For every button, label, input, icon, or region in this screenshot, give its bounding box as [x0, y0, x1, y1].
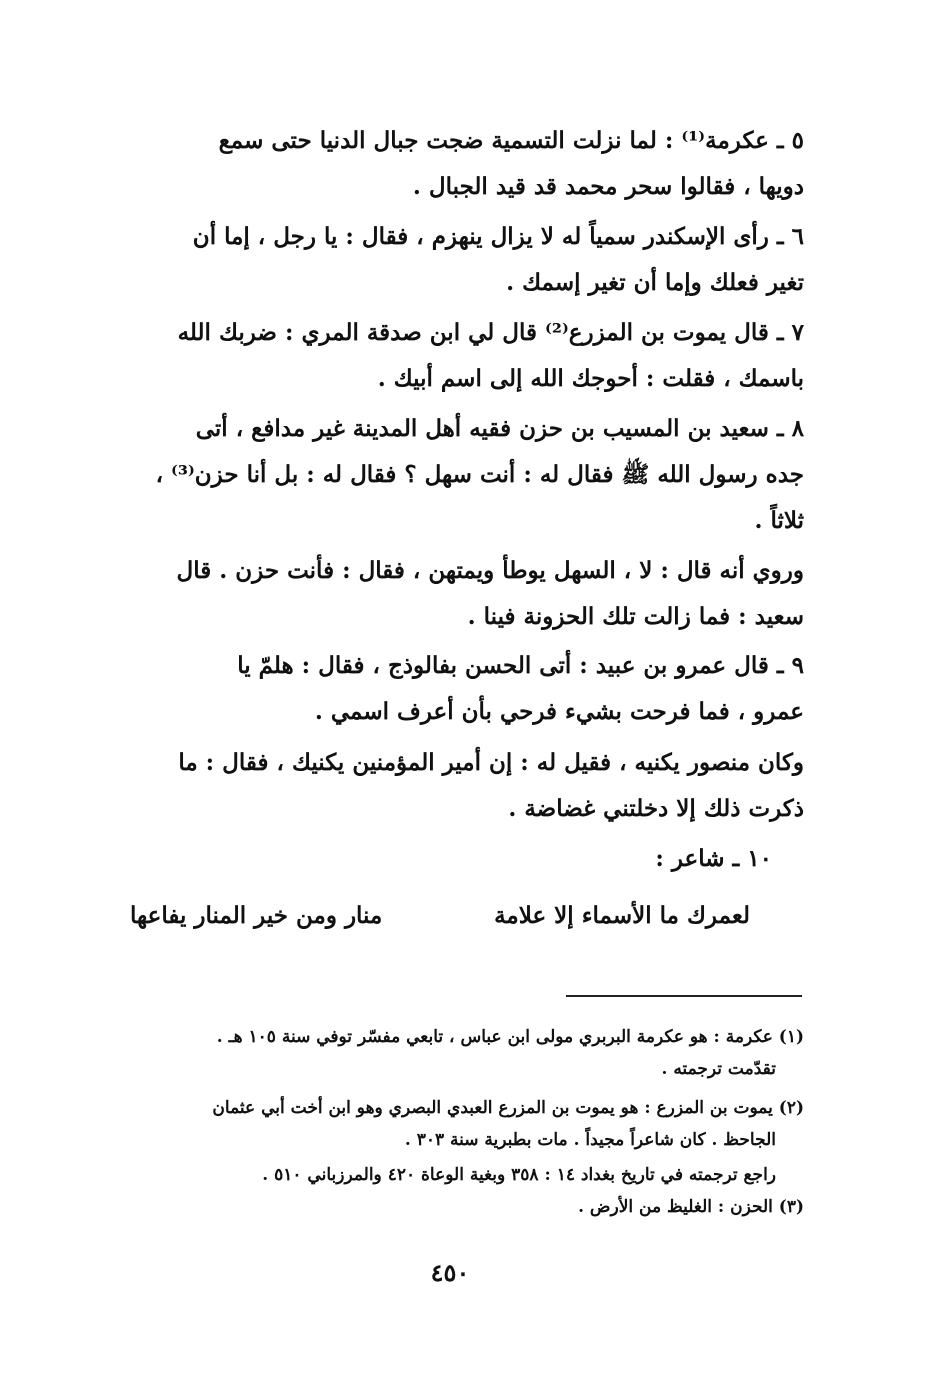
paragraph-line: ٥ ـ عكرمة⁽¹⁾ : لما نزلت التسمية ضجت جبال الدنيا حتى سمع	[218, 127, 804, 154]
paragraph-line: ذكرت ذلك إلا دخلتني غضاضة .	[508, 795, 804, 822]
paragraph-line: ٨ ـ سعيد بن المسيب بن حزن فقيه أهل المدينة غير مدافع ، أتى	[195, 415, 804, 442]
paragraph-mansur	[92, 740, 804, 832]
paragraph-narration	[92, 548, 804, 640]
footnote-line: تقدّمت ترجمته .	[661, 1059, 776, 1079]
paragraph-line: ٧ ـ قال يموت بن المزرع⁽²⁾ قال لي ابن صدقة المري : ضربك الله	[177, 319, 804, 346]
paragraph-7	[92, 310, 804, 402]
paragraph-line: ٩ ـ قال عمرو بن عبيد : أتى الحسن بفالوذج ، فقال : هلمّ يا	[237, 652, 804, 679]
footnote-divider	[566, 995, 802, 997]
paragraph-line: دويها ، فقالوا سحر محمد قد قيد الجبال .	[412, 173, 804, 200]
footnote-line: الجاحظ . كان شاعراً مجيداً . مات بطبرية سنة ٣٠٣ .	[404, 1130, 776, 1150]
footnote-line: راجع ترجمته في تاريخ بغداد ١٤ : ٣٥٨ وبغية الوعاة ٤٢٠ والمرزباني ٥١٠ .	[262, 1165, 776, 1185]
paragraph-9	[92, 643, 804, 735]
footnote-line: (١) عكرمة : هو عكرمة البربري مولى ابن عباس ، تابعي مفسّر توفي سنة ١٠٥ هـ .	[216, 1027, 804, 1047]
footnote-line: (٢) يموت بن المزرع : هو يموت بن المزرع العبدي البصري وهو ابن أخت أبي عثمان	[212, 1098, 804, 1118]
paragraph-line: ثلاثاً .	[754, 507, 804, 534]
paragraph-line: ١٠ ـ شاعر :	[655, 845, 772, 872]
poem-verse	[130, 896, 750, 936]
paragraph-line: وكان منصور يكنيه ، فقيل له : إن أمير المؤمنين يكنيك ، فقال : ما	[178, 749, 804, 776]
paragraph-line: وروي أنه قال : لا ، السهل يوطأ ويمتهن ، فقال : فأنت حزن . قال	[176, 557, 804, 584]
paragraph-line: جده رسول الله ﷺ فقال له : أنت سهل ؟ فقال له : بل أنا حزن⁽³⁾ ،	[155, 461, 804, 488]
paragraph-line: باسمك ، فقلت : أحوجك الله إلى اسم أبيك .	[377, 365, 804, 392]
paragraph-line: ٦ ـ رأى الإسكندر سمياً له لا يزال ينهزم ، فقال : يا رجل ، إما أن	[192, 223, 804, 250]
paragraph-line: تغير فعلك وإما أن تغير إسمك .	[506, 269, 804, 296]
footnote-line: (٣) الحزن : الغليظ من الأرض .	[578, 1197, 804, 1217]
page-number: ٤٥٠	[430, 1258, 470, 1287]
poem-first-hemistich: لعمرك ما الأسماء إلا علامة	[494, 902, 750, 929]
paragraph-10	[92, 836, 772, 882]
paragraph-6	[92, 214, 804, 306]
paragraph-5	[92, 118, 804, 210]
paragraph-8	[92, 406, 804, 544]
paragraph-line: عمرو ، فما فرحت بشيء فرحي بأن أعرف اسمي .	[314, 698, 804, 725]
poem-second-hemistich: منار ومن خير المنار يفاعها	[130, 902, 383, 929]
paragraph-line: سعيد : فما زالت تلك الحزونة فينا .	[467, 603, 804, 630]
